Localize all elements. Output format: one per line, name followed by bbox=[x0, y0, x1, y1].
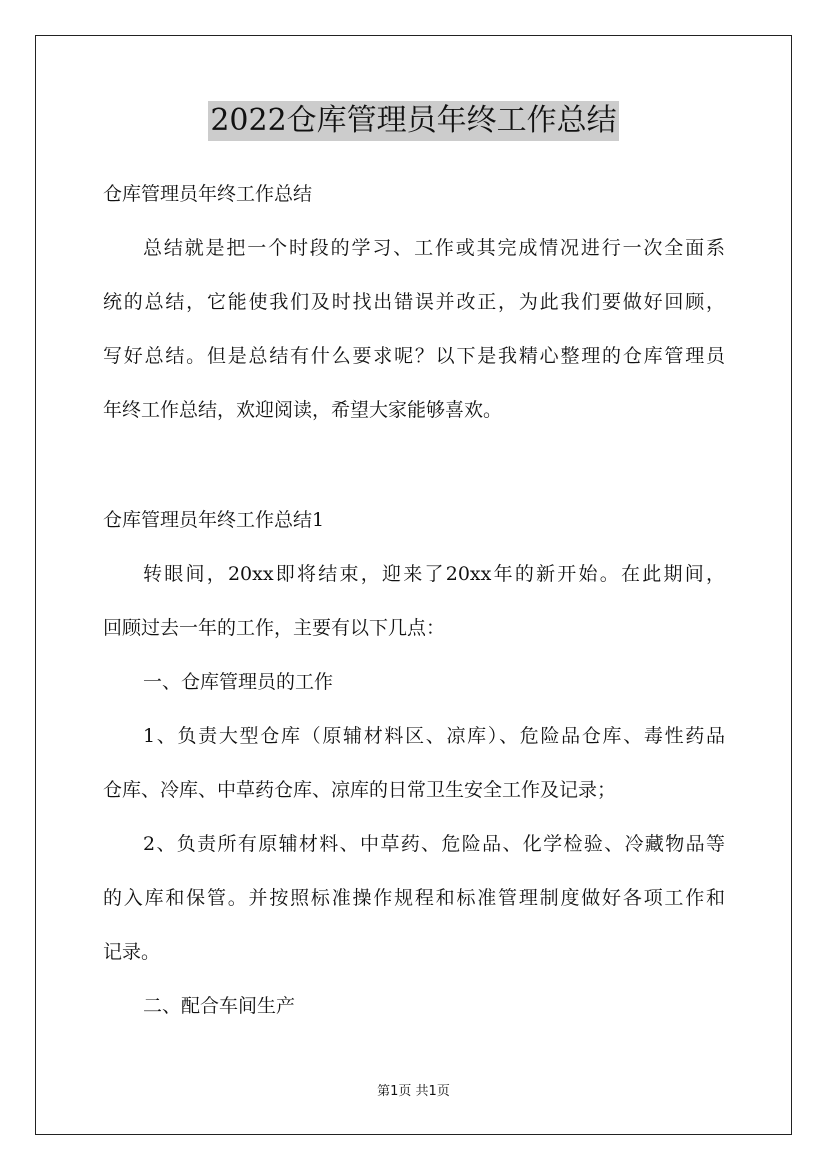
paragraph-line: 写好总结。但是总结有什么要求呢？以下是我精心整理的仓库管理员 bbox=[103, 345, 725, 367]
subheading: 一、仓库管理员的工作 bbox=[143, 671, 334, 693]
title-container bbox=[0, 101, 827, 141]
document-title: 2022仓库管理员年终工作总结 bbox=[208, 101, 618, 141]
section-heading: 仓库管理员年终工作总结 bbox=[103, 183, 313, 205]
paragraph-line: 2、负责所有原辅材料、中草药、危险品、化学检验、冷藏物品等 bbox=[143, 833, 725, 855]
page-footer: 第1页 共1页 bbox=[377, 1084, 450, 1099]
paragraph-line: 总结就是把一个时段的学习、工作或其完成情况进行一次全面系 bbox=[143, 237, 725, 259]
paragraph-line: 年终工作总结，欢迎阅读，希望大家能够喜欢。 bbox=[103, 399, 503, 421]
paragraph-line: 记录。 bbox=[103, 941, 161, 963]
paragraph-line: 1、负责大型仓库（原辅材料区、凉库）、危险品仓库、毒性药品 bbox=[143, 725, 725, 747]
paragraph-line: 转眼间，20xx即将结束，迎来了20xx年的新开始。在此期间， bbox=[143, 563, 725, 585]
paragraph-line: 的入库和保管。并按照标准操作规程和标准管理制度做好各项工作和 bbox=[103, 887, 725, 909]
subheading: 二、配合车间生产 bbox=[143, 995, 296, 1017]
paragraph-line: 仓库、冷库、中草药仓库、凉库的日常卫生安全工作及记录； bbox=[103, 779, 617, 801]
section-heading: 仓库管理员年终工作总结1 bbox=[103, 509, 325, 531]
paragraph-line: 统的总结，它能使我们及时找出错误并改正，为此我们要做好回顾， bbox=[103, 291, 725, 313]
paragraph-line: 回顾过去一年的工作，主要有以下几点： bbox=[103, 617, 446, 639]
